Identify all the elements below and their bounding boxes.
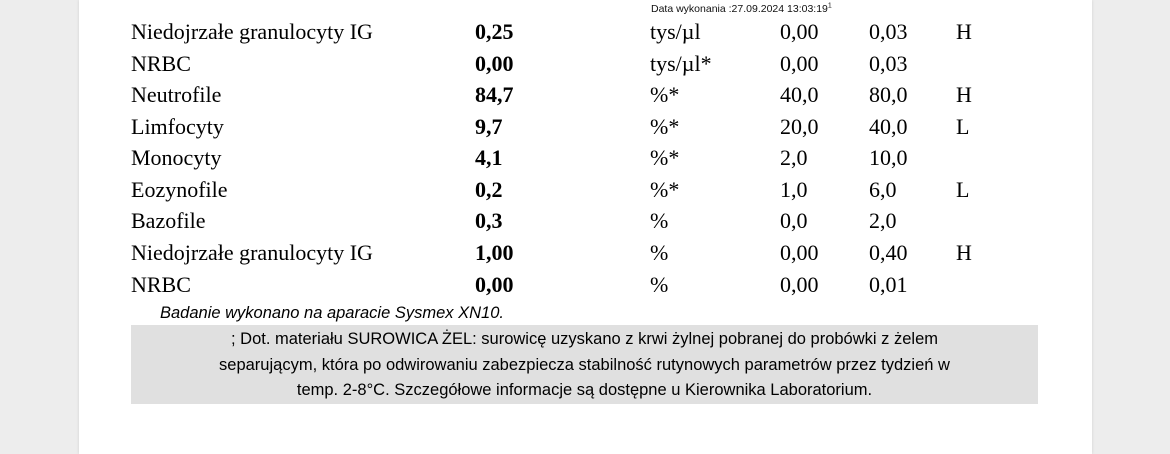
reference-low: 2,0: [780, 145, 808, 170]
test-value: 0,3: [475, 208, 503, 233]
test-unit: tys/µl: [650, 19, 701, 44]
result-row: [0, 240, 1170, 271]
test-unit: %*: [650, 145, 680, 170]
reference-high: 0,40: [869, 240, 908, 265]
test-value: 0,00: [475, 51, 514, 76]
reference-low: 1,0: [780, 177, 808, 202]
test-unit: %*: [650, 177, 680, 202]
test-value: 0,2: [475, 177, 503, 202]
reference-low: 0,00: [780, 240, 819, 265]
reference-low: 40,0: [780, 82, 819, 107]
test-unit: %: [650, 272, 669, 297]
reference-low: 0,00: [780, 51, 819, 76]
result-flag: L: [956, 114, 970, 139]
test-value: 4,1: [475, 145, 503, 170]
test-name: Bazofile: [131, 208, 206, 233]
test-name: Niedojrzałe granulocyty IG: [131, 19, 373, 44]
material-note-line: ; Dot. materiału SUROWICA ŻEL: surowicę uzyskano z krwi żylnej pobranej do probówki z żelem: [230, 330, 938, 348]
reference-high: 0,03: [869, 51, 908, 76]
result-row: [0, 114, 1170, 145]
test-unit: %: [650, 240, 669, 265]
reference-high: 0,01: [869, 272, 908, 297]
reference-high: 10,0: [869, 145, 908, 170]
result-row: [0, 177, 1170, 208]
test-name: Monocyty: [131, 145, 222, 170]
material-note: [131, 325, 1038, 404]
reference-low: 20,0: [780, 114, 819, 139]
execution-timestamp: [651, 3, 832, 15]
reference-low: 0,00: [780, 19, 819, 44]
material-note-line: separującym, która po odwirowaniu zabezpiecza stabilność rutynowych parametrów przez tydzień w: [219, 355, 950, 374]
test-unit: tys/µl*: [650, 51, 712, 76]
test-name: Niedojrzałe granulocyty IG: [131, 240, 373, 265]
result-row: [0, 82, 1170, 113]
test-value: 0,25: [475, 19, 514, 44]
reference-high: 0,03: [869, 19, 908, 44]
reference-high: 6,0: [869, 177, 897, 202]
test-name: NRBC: [131, 272, 191, 297]
result-flag: H: [956, 19, 972, 44]
test-name: Eozynofile: [131, 177, 228, 202]
reference-high: 40,0: [869, 114, 908, 139]
test-unit: %: [650, 208, 669, 233]
test-value: 84,7: [475, 82, 514, 107]
test-name: Limfocyty: [131, 114, 224, 139]
material-note-line: temp. 2-8°C. Szczegółowe informacje są dostępne u Kierownika Laboratorium.: [296, 381, 873, 399]
test-name: Neutrofile: [131, 82, 222, 107]
test-value: 9,7: [475, 114, 503, 139]
test-unit: %*: [650, 114, 680, 139]
test-name: NRBC: [131, 51, 191, 76]
reference-high: 80,0: [869, 82, 908, 107]
device-note: Badanie wykonano na aparacie Sysmex XN10.: [160, 304, 504, 322]
result-row: [0, 19, 1170, 50]
test-unit: %*: [650, 82, 680, 107]
result-row: [0, 145, 1170, 176]
result-flag: H: [956, 240, 972, 265]
test-value: 0,00: [475, 272, 514, 297]
timestamp-footnote-mark: 1: [827, 2, 832, 10]
reference-low: 0,00: [780, 272, 819, 297]
timestamp-text: Data wykonania :27.09.2024 13:03:19: [651, 3, 828, 15]
result-flag: H: [956, 82, 972, 107]
result-row: [0, 51, 1170, 82]
reference-low: 0,0: [780, 208, 808, 233]
test-value: 1,00: [475, 240, 514, 265]
result-row: [0, 208, 1170, 239]
reference-high: 2,0: [869, 208, 897, 233]
result-flag: L: [956, 177, 970, 202]
result-row: [0, 272, 1170, 303]
